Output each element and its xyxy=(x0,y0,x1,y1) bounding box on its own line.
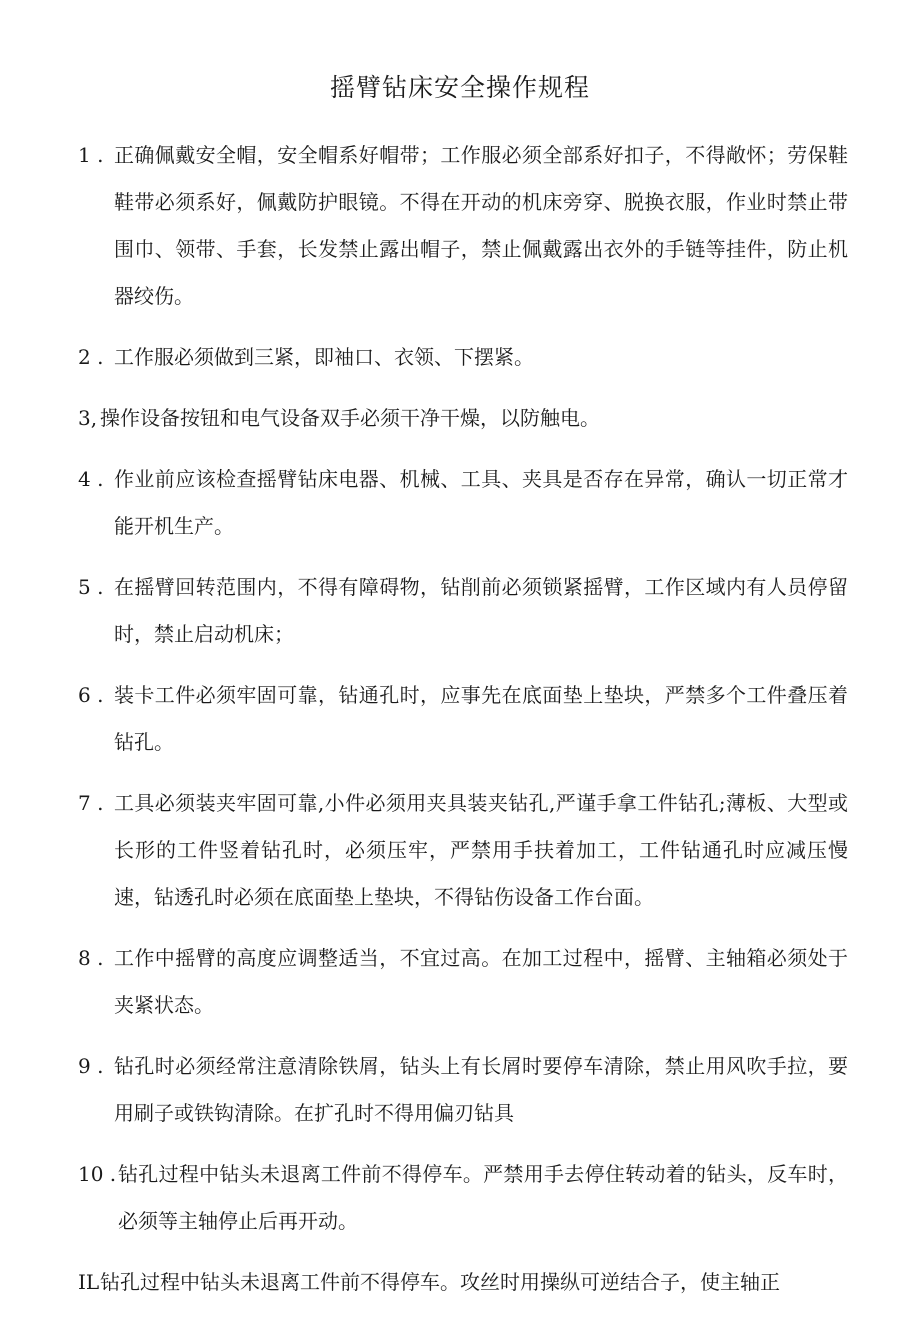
rule-text: 工作服必须做到三紧，即袖口、衣领、下摆紧。 xyxy=(114,345,534,369)
rule-text: 工具必须装夹牢固可靠,小件必须用夹具装夹钻孔,严谨手拿工件钻孔;薄板、大型或长形的工件竖着钻孔时，必须压牢，严禁用手扶着加工，工件钻通孔时应减压慢速，钻透孔时必须在底面垫上垫块，不得钻伤设备工作台面。 xyxy=(114,791,848,909)
rule-item xyxy=(78,672,848,766)
rule-text: 在摇臂回转范围内，不得有障碍物，钻削前必须锁紧摇臂，工作区域内有人员停留时，禁止启动机床； xyxy=(114,575,848,646)
rule-text: 装卡工件必须牢固可靠，钻通孔时，应事先在底面垫上垫块，严禁多个工件叠压着钻孔。 xyxy=(114,683,848,754)
rule-number: 10 . xyxy=(78,1162,117,1186)
rule-number: 5 . xyxy=(78,575,104,599)
rule-item xyxy=(78,935,848,1029)
document-title: 摇臂钻床安全操作规程 xyxy=(329,73,590,102)
rule-item xyxy=(78,1043,848,1137)
rule-text: 正确佩戴安全帽，安全帽系好帽带；工作服必须全部系好扣子，不得敞怀；劳保鞋鞋带必须系好，佩戴防护眼镜。不得在开动的机床旁穿、脱换衣服，作业时禁止带围巾、领带、手套，长发禁止露出帽子，禁止佩戴露出衣外的手链等挂件，防止机器绞伤。 xyxy=(114,143,848,308)
rule-text: 钻孔过程中钻头未退离工件前不得停车。严禁用手去停住转动着的钻头，反车时，必须等主轴停止后再开动。 xyxy=(118,1162,848,1233)
rule-item xyxy=(78,334,848,381)
rule-number: 1 . xyxy=(78,143,104,167)
rule-text: 操作设备按钮和电气设备双手必须干净干燥，以防触电。 xyxy=(100,406,600,430)
rule-item xyxy=(78,132,848,320)
rule-item xyxy=(78,395,848,442)
rule-number: 9 . xyxy=(78,1054,104,1078)
rule-number: 3, xyxy=(78,406,98,430)
rule-text: 作业前应该检查摇臂钻床电器、机械、工具、夹具是否存在异常，确认一切正常才能开机生产。 xyxy=(114,467,848,538)
rule-item xyxy=(78,456,848,550)
rule-item xyxy=(78,1259,848,1306)
rule-number: 6 . xyxy=(78,683,104,707)
rule-number: IL xyxy=(78,1270,100,1294)
rule-text: 钻孔过程中钻头未退离工件前不得停车。攻丝时用操纵可逆结合子，使主轴正 xyxy=(100,1270,780,1294)
rule-item xyxy=(78,1151,848,1245)
rule-text: 钻孔时必须经常注意清除铁屑，钻头上有长屑时要停车清除，禁止用风吹手拉，要用刷子或铁钩清除。在扩孔时不得用偏刃钻具 xyxy=(114,1054,848,1125)
rule-number: 8 . xyxy=(78,946,104,970)
rule-number: 2 . xyxy=(78,345,104,369)
rules-list xyxy=(78,132,848,1320)
rule-number: 7 . xyxy=(78,791,104,815)
rule-text: 工作中摇臂的高度应调整适当，不宜过高。在加工过程中，摇臂、主轴箱必须处于夹紧状态。 xyxy=(114,946,848,1017)
rule-item xyxy=(78,564,848,658)
rule-number: 4 . xyxy=(78,467,104,491)
rule-item xyxy=(78,780,848,921)
